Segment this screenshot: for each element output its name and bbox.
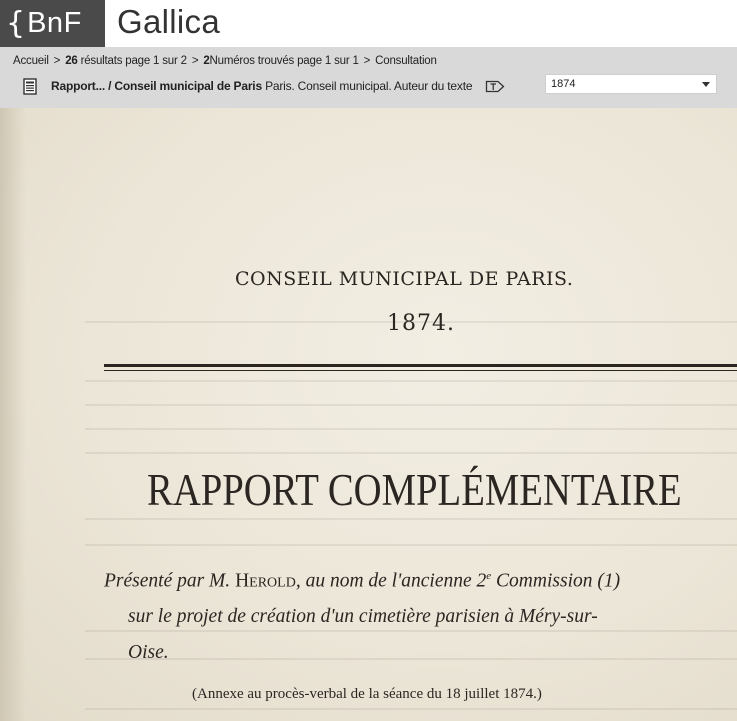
double-rule: [104, 370, 737, 371]
document-title[interactable]: [51, 79, 472, 93]
presented-superscript: e: [486, 570, 492, 582]
issues-count: 2: [203, 55, 210, 67]
top-header: [0, 0, 737, 47]
presenter-name: Herold: [235, 570, 296, 592]
breadcrumb-separator: >: [191, 55, 199, 67]
annex-line: (Annexe au procès-verbal de la séance du 18 juillet 1874.): [192, 686, 542, 702]
presented-post: , au nom de l'ancienne 2: [295, 570, 487, 592]
bnf-logo[interactable]: [0, 0, 105, 47]
bleed-through-line: [85, 630, 737, 632]
bleed-through-line: [85, 380, 737, 382]
document-title-bold: Rapport... / Conseil municipal de Paris: [51, 79, 262, 93]
results-text: résultats page 1 sur 2: [80, 55, 187, 67]
document-icon: [23, 78, 37, 95]
breadcrumb: [13, 55, 437, 67]
breadcrumb-issues[interactable]: [203, 55, 358, 67]
page-edge-shadow: [0, 108, 26, 721]
navigation-bar: [0, 47, 737, 108]
bleed-through-line: [85, 428, 737, 430]
document-info: [23, 76, 505, 96]
bleed-through-line: [85, 658, 737, 660]
breadcrumb-separator: >: [363, 55, 371, 67]
presented-line: [104, 570, 620, 593]
project-line: sur le projet de création d'un cimetière parisien à Méry-sur-: [128, 606, 598, 627]
document-author: Paris. Conseil municipal. Auteur du texte: [265, 79, 473, 93]
logo-text: BnF: [27, 7, 82, 39]
logo-brace: {: [6, 5, 26, 41]
results-count: 26: [65, 55, 78, 67]
year-heading: 1874.: [387, 311, 455, 336]
document-viewer[interactable]: [0, 108, 737, 721]
bleed-through-line: [85, 708, 737, 710]
site-title[interactable]: Gallica: [117, 3, 220, 40]
breadcrumb-current: Consultation: [375, 55, 437, 67]
issues-text: Numéros trouvés page 1 sur 1: [209, 55, 359, 67]
presented-pre: Présenté par M.: [104, 570, 231, 592]
breadcrumb-home[interactable]: Accueil: [13, 55, 49, 67]
bleed-through-line: [85, 404, 737, 406]
bleed-through-line: [85, 452, 737, 454]
text-mode-icon[interactable]: [485, 80, 505, 93]
council-heading: CONSEIL MUNICIPAL DE PARIS.: [235, 268, 574, 290]
double-rule: [104, 364, 737, 367]
bleed-through-line: [85, 544, 737, 546]
breadcrumb-separator: >: [53, 55, 61, 67]
chevron-down-icon: [702, 82, 710, 87]
oise-line: Oise.: [128, 642, 169, 663]
year-select[interactable]: [545, 74, 717, 94]
bleed-through-line: [85, 518, 737, 520]
year-select-value: 1874: [551, 78, 576, 90]
report-title: RAPPORT COMPLÉMENTAIRE: [147, 465, 682, 515]
presented-end: Commission (1): [491, 570, 621, 592]
breadcrumb-results[interactable]: [65, 55, 187, 67]
